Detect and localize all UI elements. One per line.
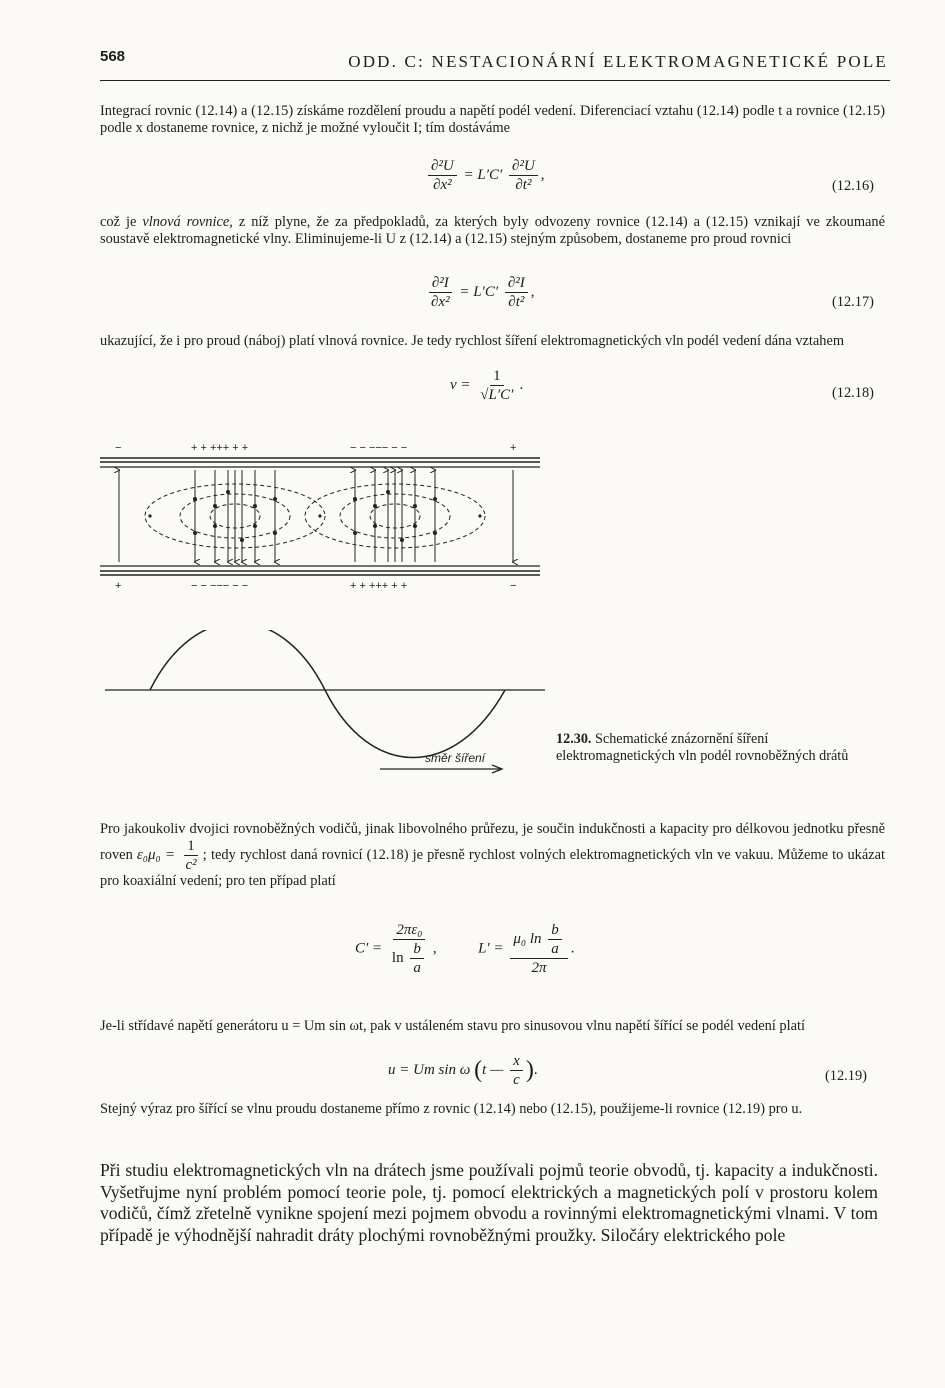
equation-number-12-19: (12.19) [825,1068,867,1084]
paragraph-6 [100,1101,885,1118]
figure-caption [556,731,856,765]
equation-number-12-18: (12.18) [832,385,874,401]
equation-number-12-17: (12.17) [832,294,874,310]
eq1217-rhs-fraction: $\frac{\text{∂²I}}{\text{∂t²}}$ [505,275,528,310]
eq1216-lhs-fraction: $\frac{\text{∂²U}}{\text{∂x²}}$ [428,158,457,193]
para4-fraction: $\frac{1}{\text{c²}}$ [185,838,197,873]
charge-label: − [115,442,122,454]
loop-dots [148,490,481,542]
figure-parallel-wires [95,437,550,597]
eq1217-middle: = L′C′ [459,283,499,300]
paragraph-5 [100,1018,885,1035]
paragraph-2: což je vlnová rovnice, z níž plyne, že za předpokladů, za kterých byly odvozeny rovnice (12.14) a (12.15) vznikají ve zkoumané soustavě elektromagnetické vlny. Eliminujeme-li U z (12.14) a (12.15) stejným způsobem, dostaneme pro proud rovnici [100,214,885,247]
term-wave-equation: vlnová rovnice [142,214,230,230]
charge-label: − − −−− − − [191,580,249,592]
paragraph-3 [100,333,885,350]
charge-label: − [510,580,517,592]
paragraph-3-text: ukazující, že i pro proud (náboj) platí vlnová rovnice. Je tedy rychlost šíření elektromagnetických vln podél vedení dána vztahem [100,333,845,349]
caption-number: 12.30. [556,731,592,747]
sine-curve [150,630,505,758]
paragraph-4: Pro jakoukoliv dvojici rovnoběžných vodičů, jinak libovolného průřezu, je součin indukčnosti a kapacity pro délkovou jednotku přesně roven ε₀μ₀ = $\frac{1}{\text{c²}}$ ; tedy rychlost daná rovnicí (12.18) je přesně rychlost volných elektromagnetických vln ve vakuu. Můžeme to ukázat pro koaxiální vedení; pro ten případ platí [100,821,885,889]
charge-label: + [115,580,122,592]
eq1216-middle: = L′C′ [463,166,503,183]
top-charges [115,442,516,454]
page-header [100,44,890,81]
magnetic-field-loops [145,484,485,548]
equation-number-12-16: (12.16) [832,178,874,194]
paragraph-6-text: Stejný výraz pro šířící se vlnu proudu dostaneme přímo z rovnic (12.14) nebo (12.15), použijeme-li rovnice (12.19) pro u. [100,1101,803,1117]
equation-coax: C′ = 2πε₀ ln $\frac{b}{a}$ , L′ = μ₀ ln $\frac{b}{a}$ 2π . [355,922,575,976]
caption-text: Schematické znázornění šíření elektromagnetických vln podél rovnoběžných drátů [556,731,849,764]
paragraph-1 [100,103,885,137]
eq1216-rhs-fraction: $\frac{\text{∂²U}}{\text{∂t²}}$ [509,158,538,193]
page-number: 568 [100,48,126,65]
charge-label: − − −−− − − [350,442,408,454]
paragraph-7 [100,1160,878,1246]
eq1219-fraction: $\frac{x}{c}$ [510,1053,523,1088]
eq1217-lhs-fraction: $\frac{\text{∂²I}}{\text{∂x²}}$ [428,275,453,310]
inductance-lhs: L′ = [478,940,504,957]
paragraph-1-text: Integrací rovnic (12.14) a (12.15) získáme rozdělení proudu a napětí podél vedení. Diferenciací vztahu (12.14) podle t a rovnice (12.15) podle x dostaneme rovnice, z nichž je možné vyloučit I; tím dostáváme [100,103,885,136]
equation-12-18: v = $\frac{1}{√L'C'}$ . [450,368,524,403]
capacitance-lhs: C′ = [355,940,383,957]
inductance-fraction: μ₀ ln $\frac{b}{a}$ 2π [510,922,567,976]
eq1218-fraction: $\frac{1}{√L'C'}$ [480,368,514,403]
para4-inline-math: ε₀μ₀ = $\frac{1}{\text{c²}}$ ; [136,838,207,873]
paragraph-7-text: Při studiu elektromagnetických vln na drátech jsme používali pojmů teorie obvodů, tj. kapacity a indukčnosti. Vyšetřujme nyní problém pomocí teorie pole, tj. pomocí elektrických a magnetických polí v prostoru kolem vodičů, čímž zřetelně vynikne spojení mezi pojmem obvodu a rovinnými elektromagnetickými vlnami. V tom případě je výhodnější nahradit dráty plochými rovnoběžnými proužky. Siločáry elektrického pole [100,1160,878,1245]
equation-12-16: $\frac{\text{∂²U}}{\text{∂x²}}$ = L′C′ $\frac{\text{∂²U}}{\text{∂t²}}$ , [425,158,545,193]
charge-label: + + +++ + + [350,580,408,592]
charge-label: + + +++ + + [191,442,249,454]
direction-label: směr šíření [425,751,486,765]
running-title: ODD. C: NESTACIONÁRNÍ ELEKTROMAGNETICKÉ POLE [348,52,888,71]
equation-12-17: $\frac{\text{∂²I}}{\text{∂x²}}$ = L′C′ $\frac{\text{∂²I}}{\text{∂t²}}$ , [425,275,535,310]
bottom-charges [115,580,516,592]
charge-label: + [510,442,517,454]
paragraph-5-text: Je-li střídavé napětí generátoru u = Um sin ωt, pak v ustáleném stavu pro sinusovou vlnu napětí šířící se podél vedení platí [100,1018,805,1034]
electric-field-lines [119,470,513,562]
capacitance-fraction: 2πε₀ ln $\frac{b}{a}$ [389,922,430,976]
equation-12-19: u = Um sin ω (t — $\frac{x}{c}$ ). [388,1053,538,1088]
